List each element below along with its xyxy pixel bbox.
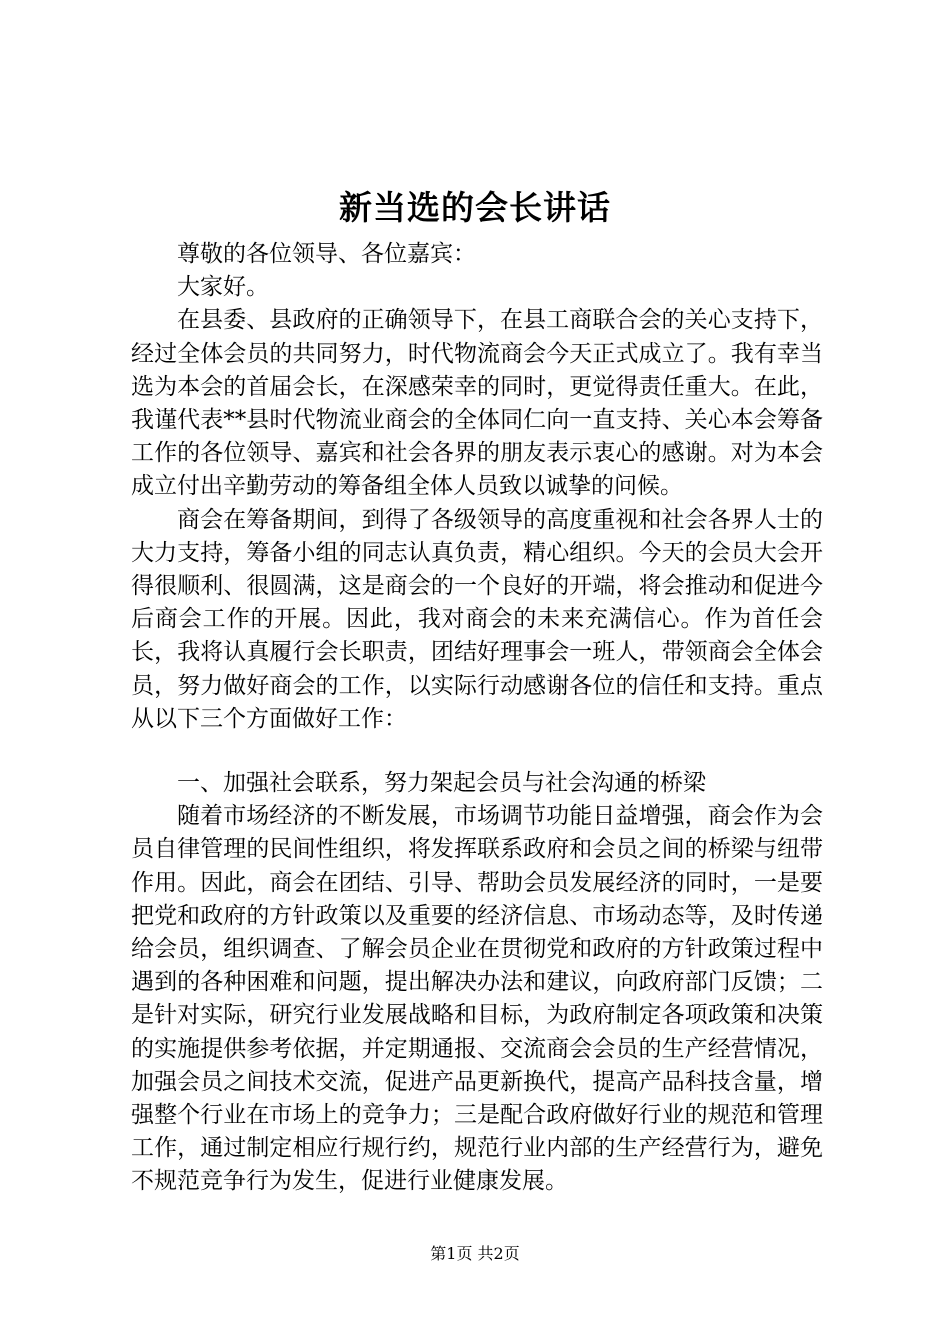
paragraph-section-1: 随着市场经济的不断发展，市场调节功能日益增强，商会作为会员自律管理的民间性组织，将发挥联系政府和会员之间的桥梁与纽带作用。因此，商会在团结、引导、帮助会员发展经济的同时，一是要把党和政府的方针政策以及重要的经济信息、市场动态等，及时传递给会员，组织调查、了解会员企业在贯彻党和政府的方针政策过程中遇到的各种困难和问题，提出解决办法和建议，向政府部门反馈；二是针对实际，研究行业发展战略和目标，为政府制定各项政策和决策的实施提供参考依据，并定期通报、交流商会会员的生产经营情况，加强会员之间技术交流，促进产品更新换代，提高产品科技含量，增强整个行业在市场上的竞争力；三是配合政府做好行业的规范和管理工作，通过制定相应行规行约，规范行业内部的生产经营行为，避免不规范竞争行为发生，促进行业健康发展。	[131, 803, 823, 1195]
greeting: 大家好。	[177, 274, 269, 301]
paragraph-preparation: 商会在筹备期间，到得了各级领导的高度重视和社会各界人士的大力支持，筹备小组的同志认真负责，精心组织。今天的会员大会开得很顺利、很圆满，这是商会的一个良好的开端，将会推动和促进今后商会工作的开展。因此，我对商会的未来充满信心。作为首任会长，我将认真履行会长职责，团结好理事会一班人，带领商会全体会员，努力做好商会的工作，以实际行动感谢各位的信任和支持。重点从以下三个方面做好工作：	[131, 506, 823, 732]
page-indicator: 第1页 共2页	[430, 1244, 520, 1263]
section-heading-1: 一、加强社会联系，努力架起会员与社会沟通的桥梁	[177, 770, 706, 797]
salutation: 尊敬的各位领导、各位嘉宾：	[177, 241, 476, 267]
paragraph-intro: 在县委、县政府的正确领导下，在县工商联合会的关心支持下，经过全体会员的共同努力，时代物流商会今天正式成立了。我有幸当选为本会的首届会长，在深感荣幸的同时，更觉得责任重大。在此，我谨代表**县时代物流业商会的全体同仁向一直支持、关心本会筹备工作的各位领导、嘉宾和社会各界的朋友表示衷心的感谢。对为本会成立付出辛勤劳动的筹备组全体人员致以诚挚的问候。	[131, 307, 823, 500]
document-title: 新当选的会长讲话	[339, 188, 611, 227]
document-body	[131, 238, 823, 1199]
